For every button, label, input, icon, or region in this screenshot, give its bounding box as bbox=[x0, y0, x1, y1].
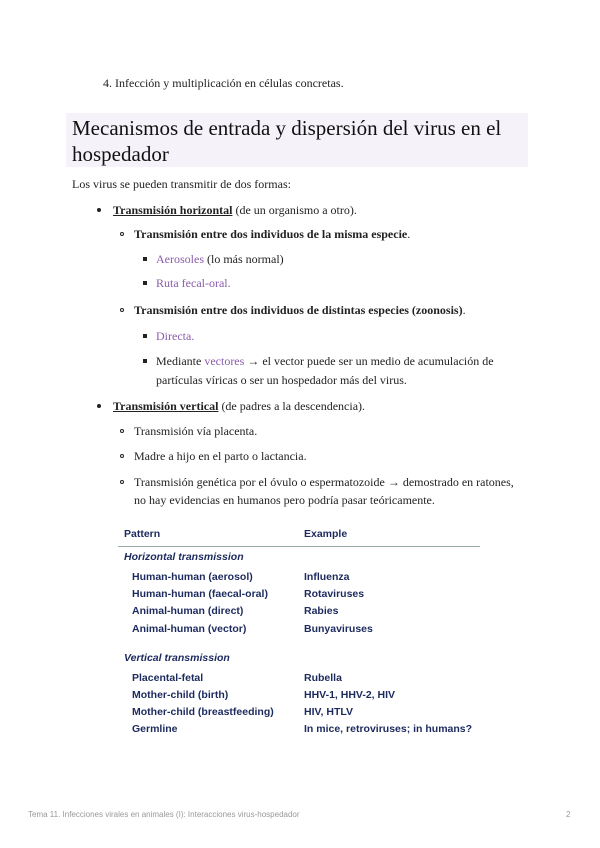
numbered-item-4 bbox=[103, 74, 344, 92]
row-example: Rubella bbox=[304, 672, 342, 684]
bullet-square bbox=[143, 334, 147, 338]
ruta-link[interactable]: Ruta fecal-oral. bbox=[156, 276, 231, 290]
vertical-title: Transmisión vertical bbox=[113, 399, 219, 413]
directa-item bbox=[156, 327, 194, 345]
same-species-end: . bbox=[407, 227, 411, 241]
bullet-circle bbox=[120, 232, 124, 236]
row-example: Rabies bbox=[304, 605, 339, 617]
aerosoles-link[interactable]: Aerosoles bbox=[156, 252, 204, 266]
item-number: 4. bbox=[103, 76, 112, 90]
vectores-line2: partículas víricas o ser un hospedador más del virus. bbox=[156, 373, 407, 387]
row-example: Influenza bbox=[304, 571, 350, 583]
row-pattern: Animal-human (vector) bbox=[132, 623, 247, 635]
vectores-rest: → el vector puede ser un medio de acumulación de bbox=[244, 354, 494, 368]
vertical-subitem-genetic-line2: no hay evidencias en humanos pero podría pasar teóricamente. bbox=[134, 493, 435, 507]
vertical-subitem-genetic-line1: Transmisión genética por el óvulo o espermatozoide → demostrado en ratones, bbox=[134, 475, 514, 489]
same-species-item bbox=[134, 225, 410, 243]
bullet-disc bbox=[97, 404, 101, 408]
row-pattern: Mother-child (birth) bbox=[132, 689, 229, 701]
bullet-square bbox=[143, 281, 147, 285]
row-pattern: Human-human (aerosol) bbox=[132, 571, 253, 583]
ruta-item bbox=[156, 274, 231, 292]
row-example: HHV-1, HHV-2, HIV bbox=[304, 689, 396, 701]
row-example: Rotaviruses bbox=[304, 588, 365, 600]
aerosoles-desc: (lo más normal) bbox=[204, 252, 284, 266]
horizontal-item bbox=[113, 201, 357, 219]
row-example: HIV, HTLV bbox=[304, 706, 354, 718]
page-footer: Tema 11. Infecciones virales en animales (I): Interacciones virus-hospedador bbox=[28, 810, 300, 819]
row-example: In mice, retroviruses; in humans? bbox=[304, 723, 473, 735]
section-horizontal: Horizontal transmission bbox=[124, 551, 244, 563]
item-text: Infección y multiplicación en células concretas. bbox=[115, 76, 344, 90]
row-pattern: Placental-fetal bbox=[132, 672, 204, 684]
row-pattern: Human-human (faecal-oral) bbox=[132, 588, 268, 600]
bullet-circle bbox=[120, 480, 124, 484]
bullet-disc bbox=[97, 208, 101, 212]
aerosoles-item bbox=[156, 250, 284, 268]
row-pattern: Mother-child (breastfeeding) bbox=[132, 706, 274, 718]
bullet-square bbox=[143, 257, 147, 261]
horizontal-desc: (de un organismo a otro). bbox=[232, 203, 357, 217]
bullet-circle bbox=[120, 454, 124, 458]
diff-species-text: Transmisión entre dos individuos de distintas especies (zoonosis) bbox=[134, 303, 463, 317]
row-pattern: Germline bbox=[132, 723, 178, 735]
bullet-circle bbox=[120, 308, 124, 312]
diff-species-item bbox=[134, 301, 466, 319]
vertical-desc: (de padres a la descendencia). bbox=[218, 399, 366, 413]
horizontal-title: Transmisión horizontal bbox=[113, 203, 233, 217]
intro-paragraph: Los virus se pueden transmitir de dos formas: bbox=[72, 177, 291, 191]
col-header-pattern: Pattern bbox=[124, 528, 161, 540]
same-species-text: Transmisión entre dos individuos de la misma especie bbox=[134, 227, 408, 241]
vertical-subitem-parto: Madre a hijo en el parto o lactancia. bbox=[134, 449, 307, 463]
vectores-item bbox=[156, 352, 494, 370]
bullet-square bbox=[143, 359, 147, 363]
col-header-example: Example bbox=[304, 528, 348, 540]
directa-link[interactable]: Directa. bbox=[156, 329, 195, 343]
row-pattern: Animal-human (direct) bbox=[132, 605, 244, 617]
vertical-item bbox=[113, 397, 365, 415]
page-number: 2 bbox=[566, 810, 571, 819]
header-rule bbox=[118, 546, 480, 547]
section-heading: Mecanismos de entrada y dispersión del virus en el hospedador bbox=[72, 116, 502, 166]
diff-species-end: . bbox=[462, 303, 466, 317]
vectores-link[interactable]: vectores bbox=[204, 354, 245, 368]
section-vertical: Vertical transmission bbox=[124, 652, 230, 664]
vectores-pre: Mediante bbox=[156, 354, 205, 368]
vertical-subitem-placenta: Transmisión vía placenta. bbox=[134, 424, 258, 438]
row-example: Bunyaviruses bbox=[304, 623, 373, 635]
bullet-circle bbox=[120, 429, 124, 433]
